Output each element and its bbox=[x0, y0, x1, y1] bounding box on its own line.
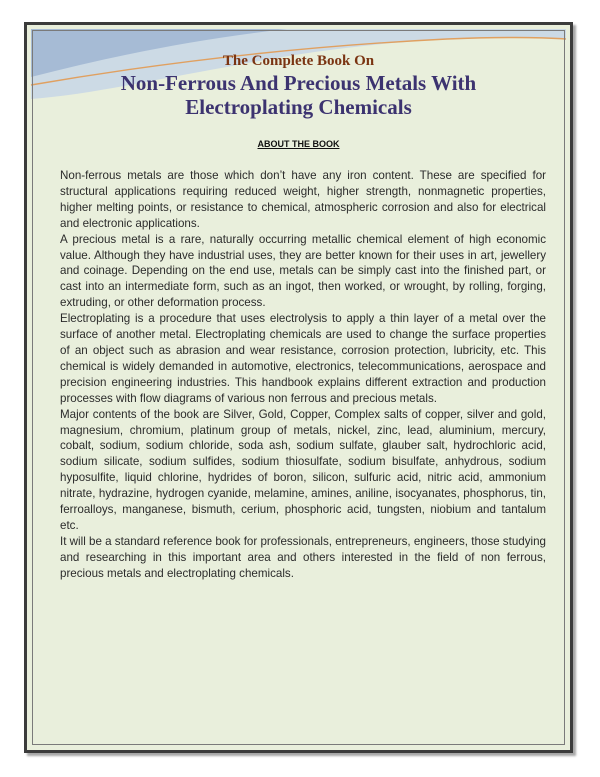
paragraph-precious-metal: A precious metal is a rare, naturally occurring metallic chemical element of high economic value. Although they have industrial uses, they are better known for their uses in art, jewellery and coinage. Depending on the end use, metals can be simply cast into the finished part, or cast into an intermediate form, such as an ingot, then worked, or wrought, by rolling, forging, extruding, or other deformation process. bbox=[60, 232, 546, 310]
paragraph-major-contents: Major contents of the book are Silver, Gold, Copper, Complex salts of copper, silver and gold, magnesium, chromium, platinum group of metals, nickel, zinc, lead, aluminium, mercury, cobalt, sodium, sodium chloride, soda ash, sodium sulfate, glauber salt, hydrochloric acid, sodium silicate, sodium sulfides, sodium thiosulfate, sodium bisulfate, anhydrous, sodium hyposulfite, liquid chlorine, hydrides of boron, silicon, sulfuric acid, nitric acid, ammonium nitrate, hydrazine, hydrogen cyanide, melamine, amines, aniline, isocyanates, phosphorus, tin, ferroalloys, manganese, bismuth, cerium, phosphoric acid, tungsten, niobium and tantalum etc. bbox=[60, 407, 546, 532]
book-description bbox=[60, 168, 546, 582]
paragraph-non-ferrous: Non-ferrous metals are those which don’t have any iron content. These are specified for structural applications requiring reduced weight, higher strength, nonmagnetic properties, higher melting points, or resistance to chemical, atmospheric corrosion and also for electrical and electronic applications. bbox=[60, 169, 546, 230]
book-subtitle: The Complete Book On bbox=[222, 53, 375, 69]
section-heading: ABOUT THE BOOK bbox=[257, 139, 340, 149]
book-title-line-2: Electroplating Chemicals bbox=[185, 95, 412, 119]
book-title-line-1: Non-Ferrous And Precious Metals With bbox=[120, 71, 477, 95]
page-frame bbox=[24, 22, 573, 753]
book-header bbox=[27, 51, 570, 119]
paragraph-reference: It will be a standard reference book for professionals, entrepreneurs, engineers, those studying and researching in this important area and others interested in the field of non ferrous, precious metals and electroplating chemicals. bbox=[60, 534, 546, 580]
paragraph-electroplating: Electroplating is a procedure that uses electrolysis to apply a thin layer of a metal over the surface of another metal. Electroplating chemicals are used to change the surface properties of an object such as abrasion and wear resistance, corrosion protection, lubricity, etc. This chemical is widely demanded in automotive, electronics, telecommunications, aerospace and precision engineering industries. This handbook explains different extraction and production processes with flow diagrams of various non ferrous and precious metals. bbox=[60, 312, 546, 405]
